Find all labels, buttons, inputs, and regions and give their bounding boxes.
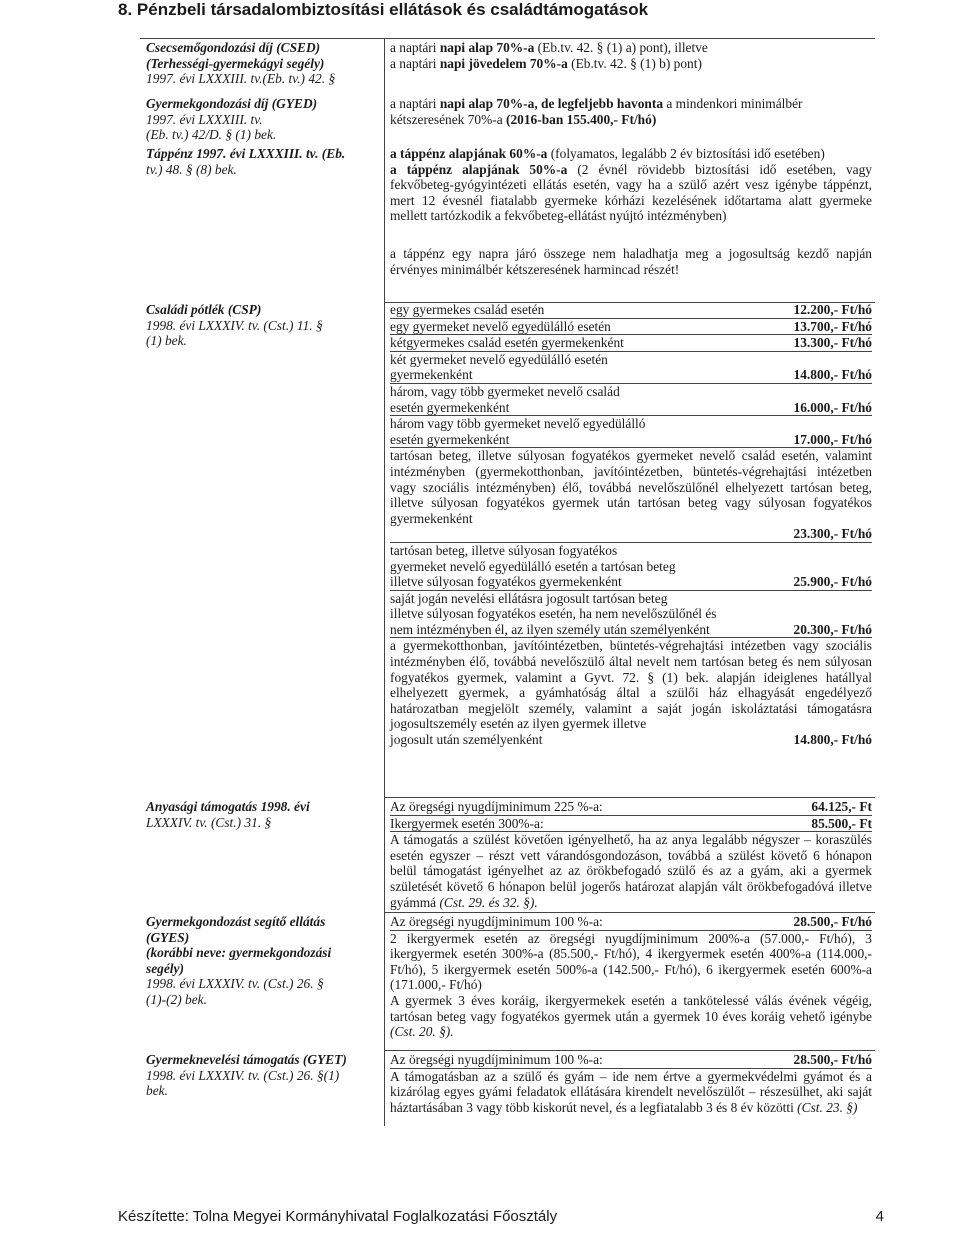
csp-row: tartósan beteg, illetve súlyosan fogyatékos gyermeket nevelő család esetén, valamint intézményben (gyermekotthonban, javítóintézetben, büntetés-végrehajtási intézetben vagy szociális intézményben) élő, továbbá nevelőszülőnél elhelyezett tartósan beteg, illetve súlyosan fogyatékos gyermek után tartósan beteg vagy súlyosan fogyatékos gyermekenként 23.300,- Ft/hó bbox=[390, 448, 872, 542]
gyet-title: Gyermeknevelési támogatás (GYET) bbox=[146, 1052, 347, 1067]
csp-row: három, vagy több gyermeket nevelő család esetén gyermekenként 16.000,- Ft/hó bbox=[390, 383, 872, 415]
footer-author: Készítette: Tolna Megyei Kormányhivatal Foglalkozatási Főosztály bbox=[118, 1208, 558, 1225]
csp-row: három vagy több gyermeket nevelő egyedülálló esetén gyermekenként 17.000,- Ft/hó bbox=[390, 416, 872, 447]
csed-law: 1997. évi LXXXIII. tv.(Eb. tv.) 42. § bbox=[146, 71, 336, 87]
page-number: 4 bbox=[875, 1208, 884, 1225]
gyed-label: Gyermekgondozási díj (GYED) 1997. évi LXXXIII. tv. (Eb. tv.) 42/D. § (1) bek. bbox=[146, 96, 376, 143]
csp-title: Családi pótlék (CSP) bbox=[146, 302, 262, 317]
csp-content bbox=[390, 302, 872, 748]
gyes-content: Az öregségi nyugdíjminimum 100 %-a: 28.500,- Ft/hó 2 ikergyermek esetén az öregségi nyugdíjminimum 200%-a (57.000,- Ft/hó), 3 ikergyermek esetén 300%-a (85.500,- Ft/hó), 4 ikergyermek esetén 400%-a (114.000,- Ft/hó), 5 ikergyermek esetén 500%-a (142.500,- Ft/hó), 6 ikergyermek esetén 600%-a (171.000,- Ft/hó) A gyermek 3 éves koráig, ikergyermekek esetén a tankötelessé válás évének végéig, tartósan beteg vagy fogyatékos gyermek után a gyermek 10 éves koráig vehető igénybe (Cst. 20. §). bbox=[390, 914, 872, 1040]
anyasagi-title: Anyasági támogatás 1998. évi bbox=[146, 799, 310, 814]
anyasagi-content: Az öregségi nyugdíjminimum 225 %-a: 64.125,- Ft Ikergyermek esetén 300%-a: 85.500,- Ft A támogatás a szülést követően igényelhető, ha az anya legalább négyszer – koraszülés esetén egyszer – részt vett várandósgondozáson, továbbá a szülést követő 6 hónapon belül támogatást igényelhet az az örökbefogadó szülő és az a gyám, aki a gyermek születését követő 6 hónapon belül jogerős határozat alapján vált örökbefogadóvá illetve gyámmá (Cst. 29. és 32. §). bbox=[390, 799, 872, 910]
csp-row: saját jogán nevelési ellátásra jogosult tartósan beteg illetve súlyosan fogyatékos esetén, ha nem nevelőszülőnél és nem intézményben él, az ilyen személy után személyenként 20.300,- Ft/hó bbox=[390, 590, 872, 637]
tappenz-title: Táppénz 1997. évi LXXXIII. tv. (Eb. bbox=[146, 146, 346, 161]
csed-subtitle: (Terhességi-gyermekágyi segély) bbox=[146, 55, 325, 71]
gyet-label: Gyermeknevelési támogatás (GYET) 1998. évi LXXXIV. tv. (Cst.) 26. §(1) bek. bbox=[146, 1052, 376, 1099]
csed-label bbox=[146, 40, 376, 87]
anyasagi-label: Anyasági támogatás 1998. évi LXXXIV. tv. (Cst.) 31. § bbox=[146, 799, 376, 830]
csed-content: a naptári napi alap 70%-a (Eb.tv. 42. § (1) a) pont), illetve a naptári napi jövedelem 70%-a (Eb.tv. 42. § (1) b) pont) bbox=[390, 40, 708, 71]
csp-row: a gyermekotthonban, javítóintézetben, büntetés-végrehajtási intézetben vagy szociális intézményben élő, továbbá nevelőszülő által nevelt nem tartósan beteg és nem súlyosan fogyatékos gyermek, valamint a Gyvt. 72. § (1) bek. alapján ideiglenes hatállyal elhelyezett gyermek, a gyámhatóság által a szülői ház elhagyását engedélyező határozatban megjelölt személy, valamint a saját jogán iskoláztatási támogatásra jogosultszemély esetén az ilyen gyermek illetve jogosult után személyenként 14.800,- Ft/hó bbox=[390, 638, 872, 748]
csp-row: egy gyermeket nevelő egyedülálló esetén 13.700,- Ft/hó bbox=[390, 318, 872, 334]
csp-row: két gyermeket nevelő egyedülálló esetén gyermekenként 14.800,- Ft/hó bbox=[390, 351, 872, 383]
tappenz-content: a táppénz alapjának 60%-a (folyamatos, legalább 2 év biztosítási idő esetében) a táppénz alapjának 50%-a (2 évnél rövidebb biztosítási idő esetében, vagy fekvőbeteg-gyógyintézeti ellátás esetén, vagy ha a szülő azért vesz igénybe táppénzt, mert 12 évesnél fiatalabb gyermeke kórházi kezelésének időtartama alatt gyermeke mellett tartózkodik a fekvőbeteg-ellátást nyújtó intézményben) a táppénz egy napra járó összege nem haladhatja meg a jogosultság kezdő napján érvényes minimálbér kétszeresének harmincad részét! bbox=[390, 146, 872, 277]
gyet-content: Az öregségi nyugdíjminimum 100 %-a: 28.500,- Ft/hó A támogatásban az a szülő és gyám – ide nem értve a gyermekvédelmi gyámot és a kizárólag egyes gyámi feladatok ellátására kirendelt nevelőszülőt – részesülhet, aki saját háztartásában 3 vagy több kiskorút nevel, és a legfiatalabb 3 és 8 év közötti (Cst. 23. §) bbox=[390, 1052, 872, 1115]
row-border bbox=[384, 797, 875, 798]
gyes-title: Gyermekgondozást segítő ellátás bbox=[146, 914, 326, 929]
tappenz-label: Táppénz 1997. évi LXXXIII. tv. (Eb. tv.) 48. § (8) bek. bbox=[146, 146, 376, 177]
gyed-title: Gyermekgondozási díj (GYED) bbox=[146, 96, 318, 111]
table-top-border-left bbox=[140, 38, 384, 39]
csp-row: tartósan beteg, illetve súlyosan fogyatékos gyermeket nevelő egyedülálló esetén a tartósan beteg illetve súlyosan fogyatékos gyermekenként 25.900,- Ft/hó bbox=[390, 542, 872, 590]
gyed-content: a naptári napi alap 70%-a, de legfeljebb havonta a mindenkori minimálbér kétszeresének 70%-a (2016-ban 155.400,- Ft/hó) bbox=[390, 96, 803, 127]
page-title: 8. Pénzbeli társadalombiztosítási ellátások és családtámogatások bbox=[118, 0, 649, 19]
csp-row: kétgyermekes család esetén gyermekenként 13.300,- Ft/hó bbox=[390, 335, 872, 351]
row-border bbox=[384, 912, 875, 913]
csp-row: egy gyermekes család esetén 12.200,- Ft/hó bbox=[390, 302, 872, 317]
row-border bbox=[384, 1050, 875, 1051]
page-footer bbox=[118, 1208, 884, 1225]
csed-title: Csecsemőgondozási díj (CSED) bbox=[146, 40, 321, 55]
table-top-border bbox=[384, 38, 875, 39]
gyes-label: Gyermekgondozást segítő ellátás (GYES) (korábbi neve: gyermekgondozási segély) 1998. évi LXXXIV. tv. (Cst.) 26. § (1)-(2) bek. bbox=[146, 914, 376, 1008]
column-divider bbox=[384, 38, 385, 1126]
tappenz-limit-note: a táppénz egy napra járó összege nem haladhatja meg a jogosultság kezdő napján érvényes minimálbér kétszeresének harmincad részét! bbox=[390, 245, 872, 277]
csp-label: Családi pótlék (CSP) 1998. évi LXXXIV. tv. (Cst.) 11. § (1) bek. bbox=[146, 302, 376, 349]
